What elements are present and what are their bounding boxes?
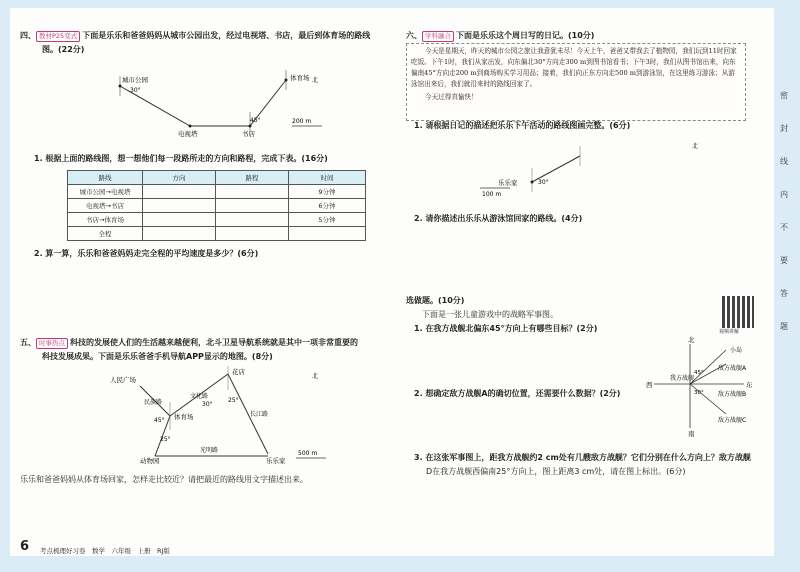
q5-title-cont: 科技发展成果。下面是乐乐爸爸手机导航APP显示的地图。(8分) <box>42 352 273 361</box>
north-icon: 北 <box>312 77 319 84</box>
q4-tag: 教材P25变式 <box>36 31 80 42</box>
svg-text:30°: 30° <box>538 179 549 186</box>
diary-box <box>406 43 746 121</box>
label-stadium: 体育场 <box>290 74 310 82</box>
svg-text:东: 东 <box>746 381 753 389</box>
home-point <box>531 181 534 184</box>
label-park: 城市公园 <box>122 76 148 84</box>
svg-text:南: 南 <box>688 430 695 438</box>
label-zoo: 动物园 <box>140 457 160 465</box>
svg-text:西: 西 <box>646 381 653 389</box>
answer-cell[interactable] <box>143 199 216 213</box>
label-island: 小岛 <box>730 347 743 354</box>
label-scale6: 100 m <box>482 191 502 198</box>
label-road2: 文化路 <box>190 393 209 400</box>
seal-line-text: 密 封 线 内 不 要 答 题 <box>780 91 788 331</box>
answer-cell[interactable] <box>143 185 216 199</box>
th-route: 路线 <box>68 171 143 185</box>
answer-cell[interactable] <box>216 227 289 241</box>
th-time: 时间 <box>289 171 366 185</box>
q4-sub1: 1. 根据上面的路线图，想一想他们每一段路所走的方向和路程，完成下表。(16分) <box>34 154 328 163</box>
qr-code[interactable] <box>722 296 754 328</box>
q6-title: 六、 学科融合 下面是乐乐这个周日写的日记。(10分) <box>406 31 595 40</box>
answer-cell[interactable] <box>143 227 216 241</box>
diary-text: 今天是星期天，昨天的城市公园之旅让我意犹未尽！今天上午，爸爸又带我去了植物园，我们玩到11时回家吃饭。下午1时，我们从家出发，向东偏北30°方向走300 m到图书馆看书；下午3时，我们从图书馆出来，向东偏南45°方向走200 m到商场购买学习用品；接着，我们向正东方向走500 m到游泳馆，在这里练习游泳；从游泳馆出来后，我们就沿来时的路线回家了。 <box>411 47 737 88</box>
q5-title: 五、 时事热点 科技的发展使人们的生活越来越便利，北斗卫星导航系统就是其中一项非常重要的 <box>20 338 358 347</box>
label-our-ship: 我方战舰 <box>670 375 695 382</box>
answer-cell[interactable] <box>143 213 216 227</box>
q5-question: 乐乐和爸爸妈妈从体育场回家，怎样走比较近？请把最近的路线用文字描述出来。 <box>20 475 308 484</box>
park-point <box>119 85 122 88</box>
svg-text:25°: 25° <box>228 397 239 404</box>
q4-title-cont: 图。(22分) <box>42 45 85 54</box>
svg-text:25°: 25° <box>160 436 171 443</box>
label-road4: 光明路 <box>200 447 219 454</box>
svg-text:45°: 45° <box>694 370 704 376</box>
label-shop: 书店 <box>242 130 255 138</box>
label-stadium5: 体育场 <box>174 413 194 421</box>
q4-route-map <box>100 68 330 138</box>
answer-cell[interactable] <box>216 185 289 199</box>
opt-battle-map <box>646 336 790 438</box>
label-home6: 乐乐家 <box>498 179 518 187</box>
label-ship-b: 敌方战舰B <box>718 391 747 398</box>
label-home: 乐乐家 <box>266 457 286 465</box>
label-a45: 45° <box>250 117 261 124</box>
label-scale: 200 m <box>292 118 312 125</box>
table-row: 书店→体育场 5分钟 <box>68 213 366 227</box>
answer-cell[interactable] <box>289 227 366 241</box>
label-ship-c: 敌方战舰C <box>718 417 747 424</box>
opt-q3: 3. 在这张军事图上，距我方战舰约2 cm处有几艘敌方战舰？它们分别在什么方向上？敌方战舰 <box>414 453 751 462</box>
page-number: 6 <box>20 539 30 554</box>
q4-title: 四、 教材P25变式 下面是乐乐和爸爸妈妈从城市公园出发，经过电视塔、书店，最后到体育场的路线 <box>20 31 371 40</box>
label-road1: 民族路 <box>144 399 163 406</box>
diary-closing: 今天过得真愉快！ <box>425 93 478 101</box>
svg-text:30°: 30° <box>202 401 213 408</box>
svg-text:45°: 45° <box>154 417 165 424</box>
q6-sub1: 1. 请根据日记的描述把乐乐下午活动的路线图画完整。(6分) <box>414 121 631 130</box>
svg-text:30°: 30° <box>694 390 704 396</box>
label-road3: 长江路 <box>250 411 269 418</box>
north-icon: 北 <box>312 373 319 380</box>
q4-route-table <box>67 170 366 241</box>
label-ship-a: 敌方战舰A <box>718 365 747 372</box>
tv-point <box>189 125 192 128</box>
label-a30: 30° <box>130 87 141 94</box>
opt-q1: 1. 在我方战舰北偏东45°方向上有哪些目标？(2分) <box>414 324 598 333</box>
q6-sub2: 2. 请你描述出乐乐从游泳馆回家的路线。(4分) <box>414 214 583 223</box>
opt-title: 选做题。(10分) <box>406 296 465 305</box>
qr-caption: 视频讲解 <box>719 329 740 335</box>
stadium-point <box>285 79 288 82</box>
label-garden: 花店 <box>232 368 245 376</box>
answer-cell[interactable] <box>216 213 289 227</box>
table-row: 城市公园→电视塔 9分钟 <box>68 185 366 199</box>
opt-q2: 2. 想确定敌方战舰A的确切位置，还需要什么数据？(2分) <box>414 389 621 398</box>
q6-tag: 学科融合 <box>422 31 454 42</box>
q5-tag: 时事热点 <box>36 338 68 349</box>
label-tv: 电视塔 <box>178 130 198 138</box>
q4-sub2: 2. 算一算，乐乐和爸爸妈妈走完全程的平均速度是多少？(6分) <box>34 249 259 258</box>
label-scale5: 500 m <box>298 450 318 457</box>
q5-navigation-map <box>100 366 340 466</box>
svg-text:北: 北 <box>688 336 695 344</box>
opt-q3-cont: D在我方战舰西偏南25°方向上，图上距离3 cm处，请在图上标出。(6分) <box>426 467 686 476</box>
th-direction: 方向 <box>143 171 216 185</box>
footer-text: 考点梳理好习卷 数学 六年级 上册 RJ版 <box>40 547 170 555</box>
table-row: 电视塔→书店 6分钟 <box>68 199 366 213</box>
table-row: 全程 <box>68 227 366 241</box>
north-icon: 北 <box>692 143 699 150</box>
answer-cell[interactable] <box>216 199 289 213</box>
q6-route-diagram <box>476 142 706 202</box>
shop-point <box>249 125 252 128</box>
opt-intro: 下面是一张儿童游戏中的战略军事图。 <box>422 310 558 319</box>
th-distance: 路程 <box>216 171 289 185</box>
label-square: 人民广场 <box>110 376 136 384</box>
